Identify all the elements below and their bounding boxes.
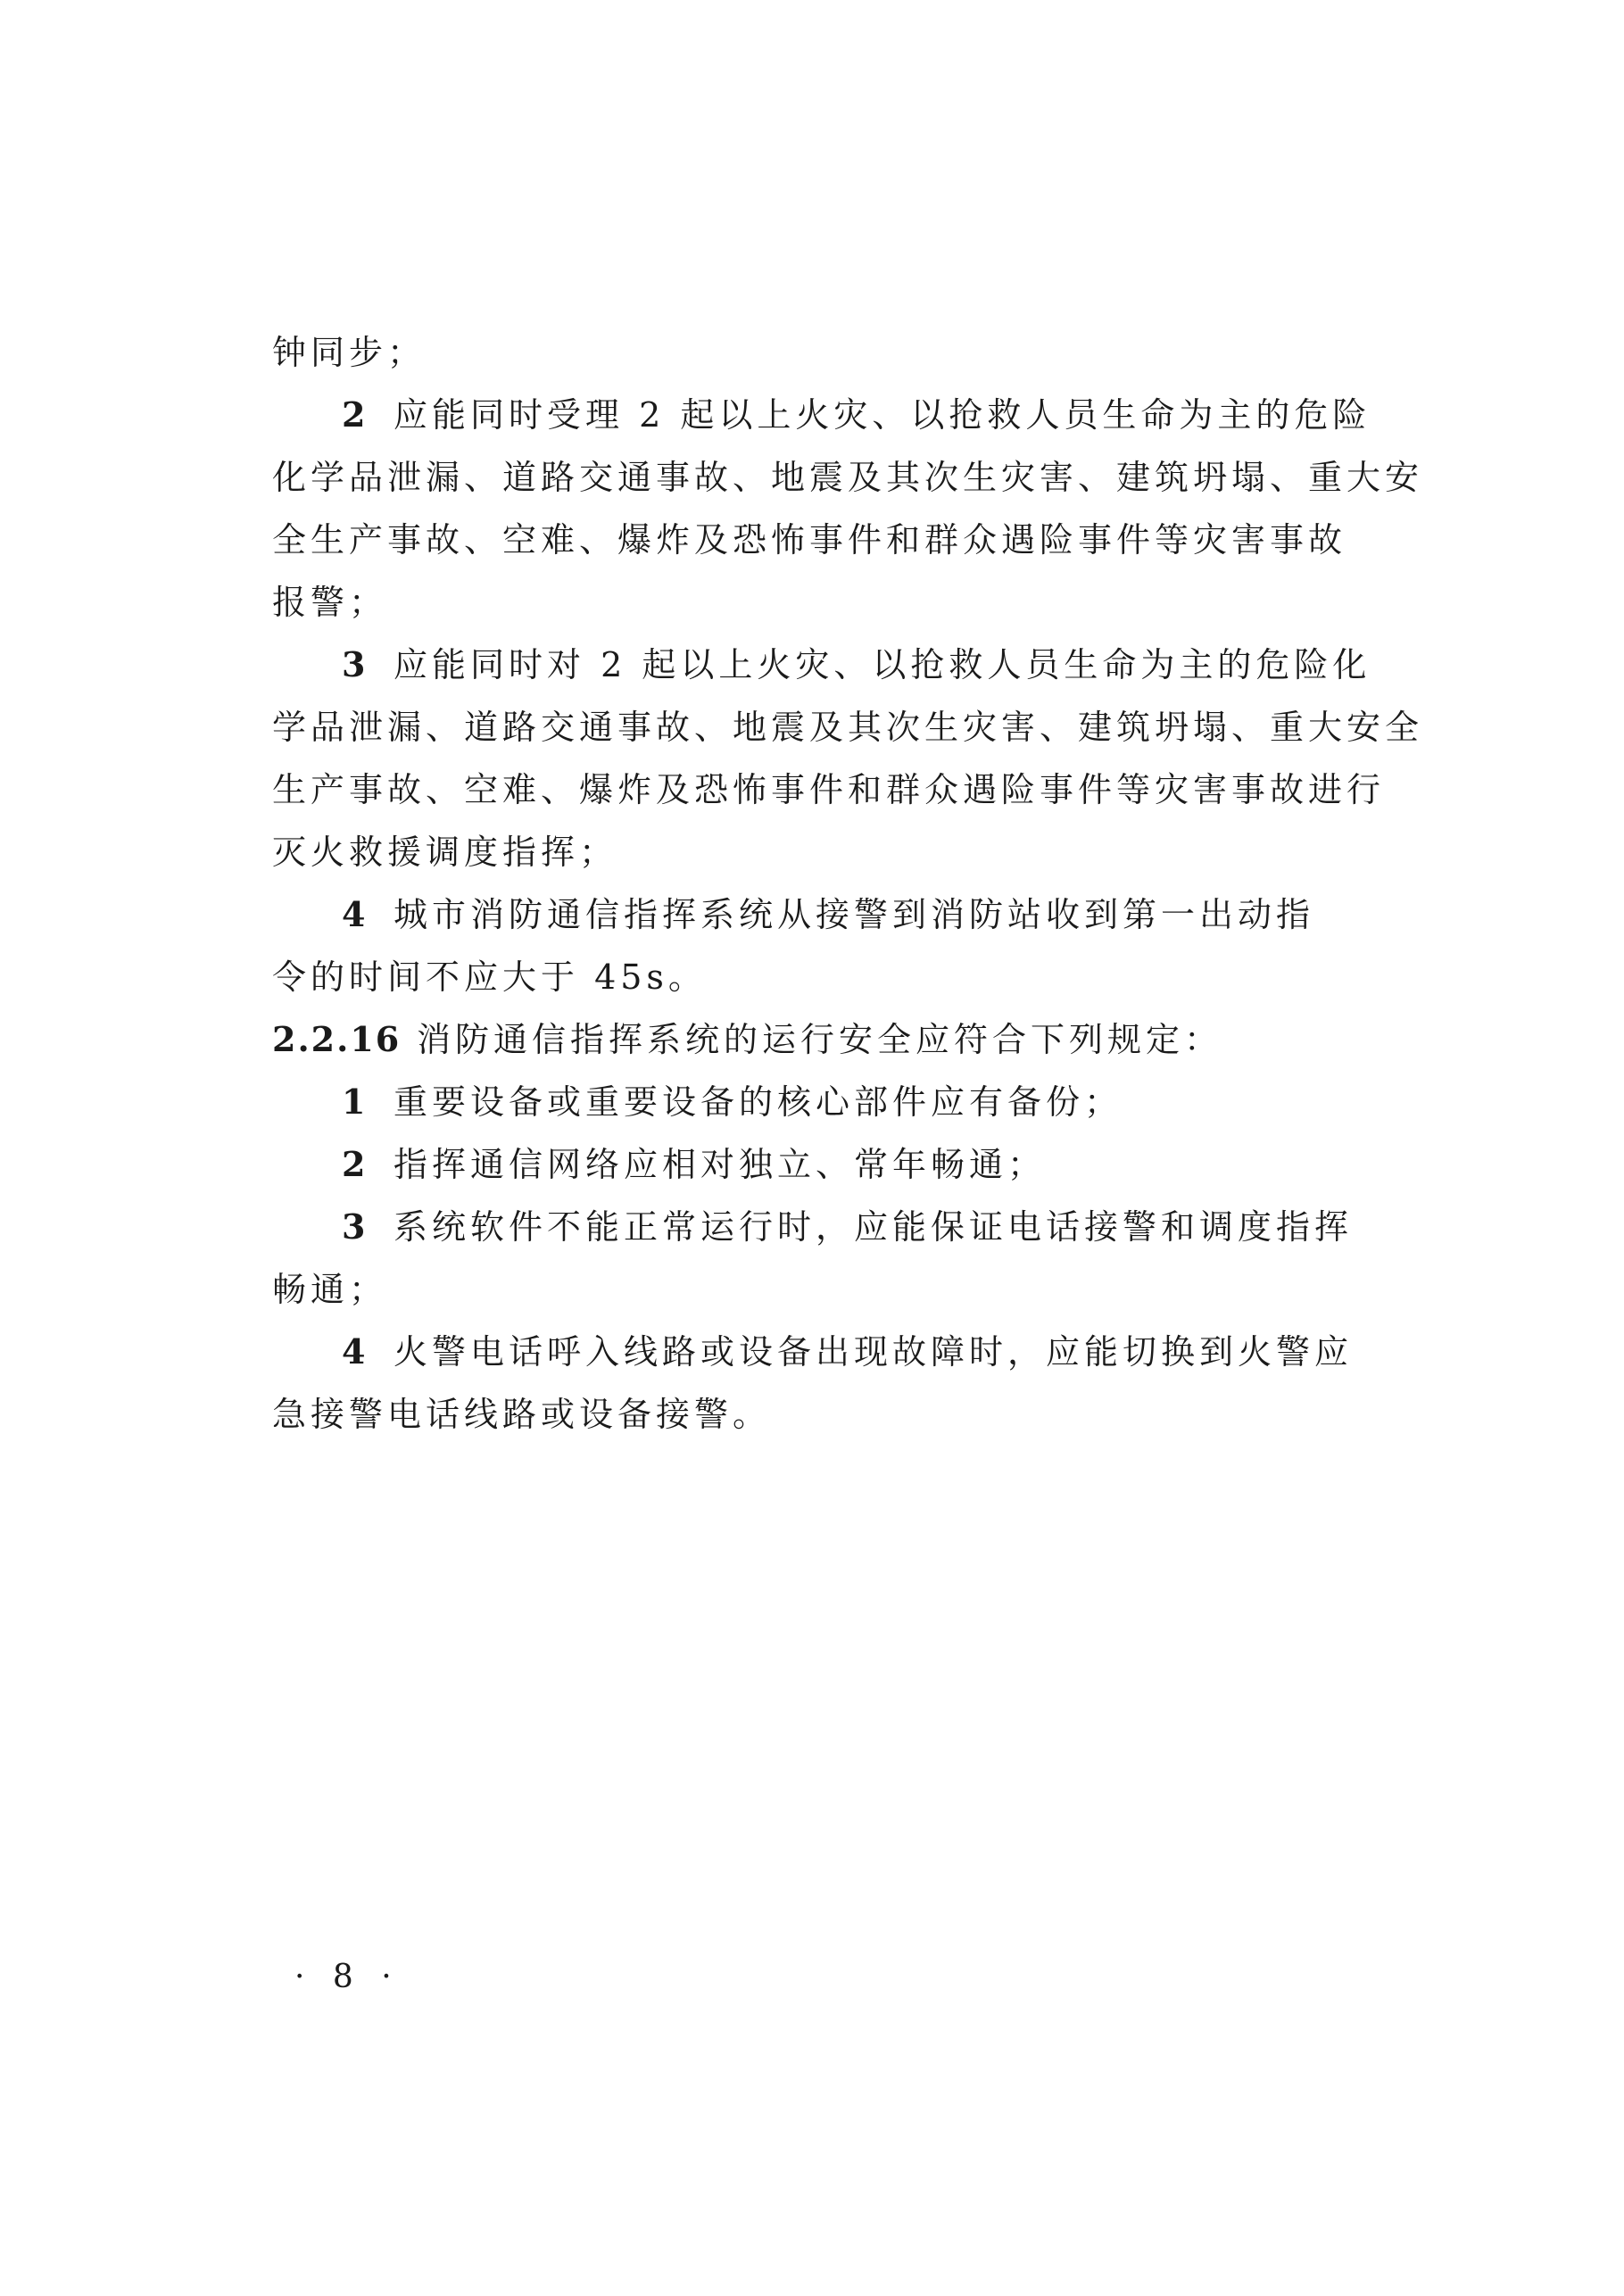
text-line (272, 946, 1316, 1008)
line-text: 生产事故、空难、爆炸及恐怖事件和群众遇险事件等灾害事故进行 (272, 770, 1386, 809)
body-text (272, 321, 1424, 1446)
list-item (272, 883, 1316, 946)
line-text: 指挥通信网络应相对独立、常年畅通； (394, 1145, 1047, 1184)
item-number: 3 (342, 1206, 370, 1247)
list-item (272, 1133, 1316, 1196)
line-text: 化学品泄漏、道路交通事故、地震及其次生灾害、建筑坍塌、重大安 (272, 458, 1424, 497)
item-number: 1 (342, 1082, 370, 1122)
line-text: 钟同步； (272, 333, 427, 372)
text-line (272, 758, 1386, 821)
line-text: 重要设备或重要设备的核心部件应有备份； (394, 1082, 1123, 1122)
line-text: 城市消防通信指挥系统从接警到消防站收到第一出动指 (394, 895, 1315, 934)
line-text: 应能同时对 2 起以上火灾、以抢救人员生命为主的危险化 (394, 645, 1371, 684)
text-line (272, 446, 1424, 509)
line-text: 应能同时受理 2 起以上火灾、以抢救人员生命为主的危险 (394, 395, 1371, 435)
line-text: 灭火救援调度指挥； (272, 833, 618, 872)
list-item (272, 634, 1371, 696)
line-text: 畅通； (272, 1270, 388, 1309)
section-number: 2.2.16 (272, 1019, 402, 1059)
line-text: 报警； (272, 583, 388, 622)
line-text: 系统软件不能正常运行时，应能保证电话接警和调度指挥 (394, 1207, 1354, 1247)
text-line (272, 1383, 1316, 1446)
list-item (272, 1196, 1354, 1258)
line-text: 令的时间不应大于 45s。 (272, 957, 707, 997)
line-text: 急接警电话线路或设备接警。 (272, 1395, 772, 1434)
section-text: 消防通信指挥系统的运行安全应符合下列规定： (417, 1020, 1223, 1059)
line-text: 学品泄漏、道路交通事故、地震及其次生灾害、建筑坍塌、重大安全 (272, 708, 1424, 747)
item-number: 4 (342, 1331, 370, 1372)
item-number: 3 (342, 644, 370, 684)
text-line (272, 509, 1347, 571)
line-text: 火警电话呼入线路或设备出现故障时，应能切换到火警应 (394, 1332, 1354, 1372)
list-item (272, 1321, 1354, 1383)
item-number: 2 (342, 1144, 370, 1184)
text-line (272, 821, 1316, 883)
list-item (272, 1071, 1316, 1133)
item-number: 2 (342, 394, 370, 435)
text-line (272, 696, 1424, 758)
text-line (272, 571, 1316, 634)
section-heading (272, 1008, 1316, 1071)
page-number: · 8 · (294, 1959, 401, 1995)
list-item (272, 384, 1371, 446)
item-number: 4 (342, 894, 370, 934)
text-line (272, 1258, 1316, 1321)
text-line (272, 321, 1316, 384)
line-text: 全生产事故、空难、爆炸及恐怖事件和群众遇险事件等灾害事故 (272, 520, 1347, 559)
